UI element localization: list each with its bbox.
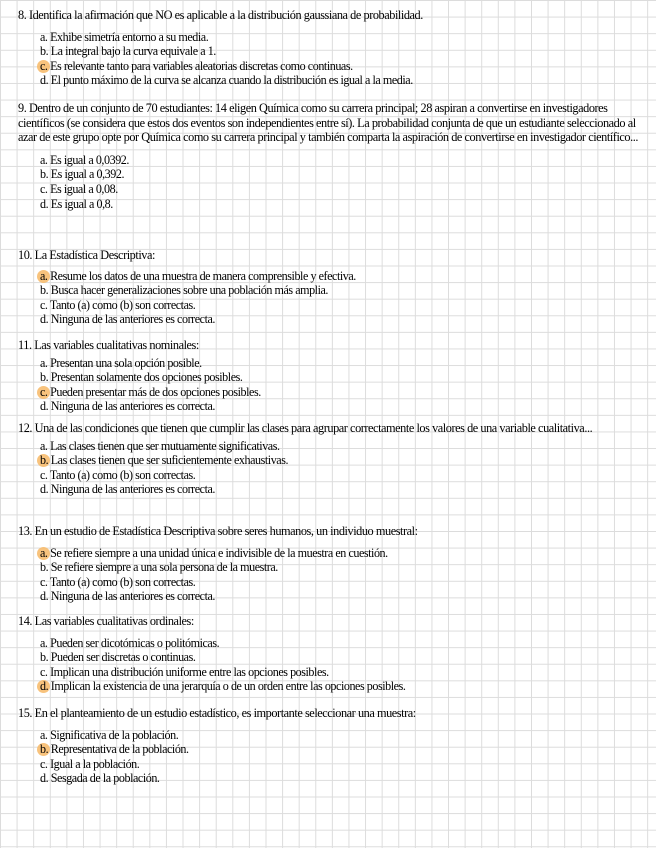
option-b[interactable]: b. Busca hacer generalizaciones sobre una población más amplia. [40,283,328,298]
option-d[interactable]: d. Es igual a 0,8. [40,196,113,211]
option-d[interactable]: d. Ninguna de las anteriores es correcta. [40,589,215,604]
option-a[interactable]: a. Se refiere siempre a una unidad única e indivisible de la muestra en cuestión. [18,546,646,561]
option-b[interactable]: b. Presentan solamente dos opciones posibles. [40,370,243,385]
question-15 [18,706,646,786]
option-c[interactable]: c. Tanto (a) como (b) son correctas. [40,297,196,312]
question-13 [18,524,646,604]
option-a[interactable]: a. Exhibe simetría entorno a su media. [40,29,209,44]
question-8 [18,8,646,88]
option-c[interactable]: c. Pueden presentar más de dos opciones posibles. [18,385,646,400]
question-10 [18,248,646,327]
question-stem: 11. Las variables cualitativas nominales: [18,338,199,352]
option-b[interactable]: b. La integral bajo la curva equivale a 1. [40,44,216,59]
option-a[interactable]: a. Las clases tienen que ser mutuamente significativas. [40,438,280,453]
question-14 [18,614,646,694]
option-b[interactable]: b. Representativa de la población. [18,742,646,757]
option-a[interactable]: a. Es igual a 0,0392. [40,152,129,167]
question-stem: 15. En el planteamiento de un estudio estadístico, es importante seleccionar una muestra: [18,706,416,720]
option-a[interactable]: a. Presentan una sola opción posible. [40,355,202,370]
option-d[interactable]: d. Sesgada de la población. [40,771,160,786]
option-a[interactable]: a. Resume los datos de una muestra de manera comprensible y efectiva. [18,269,646,284]
option-b[interactable]: b. Las clases tienen que ser suficientemente exhaustivas. [18,453,646,468]
option-a[interactable]: a. Pueden ser dicotómicas o politómicas. [40,635,220,650]
option-d[interactable]: d. Implican la existencia de una jerarquía o de un orden entre las opciones posibles. [18,679,646,694]
option-d[interactable]: d. El punto máximo de la curva se alcanza cuando la distribución es igual a la media. [40,73,413,88]
question-9 [18,101,646,211]
option-d[interactable]: d. Ninguna de las anteriores es correcta. [40,482,215,497]
question-11 [18,338,646,414]
option-c[interactable]: c. Igual a la población. [40,756,140,771]
question-stem: 8. Identifica la afirmación que NO es aplicable a la distribución gaussiana de probabilidad. [18,8,423,22]
question-stem: 14. Las variables cualitativas ordinales: [18,614,194,628]
option-c[interactable]: c. Tanto (a) como (b) son correctas. [40,467,196,482]
option-d[interactable]: d. Ninguna de las anteriores es correcta. [40,399,215,414]
option-d[interactable]: d. Ninguna de las anteriores es correcta. [40,312,215,327]
question-stem: 9. Dentro de un conjunto de 70 estudiantes: 14 eligen Química como su carrera principal; 28 aspiran a convertirse en investigadores científicos (se considera que estos dos eventos son independientes entre sí). La probabilidad conjunta de que un estudiante seleccionado al azar de este grupo opte por Química como su carrera principal y también comparta la aspiración de convertirse en investigador científico... [18,101,638,145]
option-b[interactable]: b. Pueden ser discretas o continuas. [40,650,196,665]
option-c[interactable]: c. Implican una distribución uniforme entre las opciones posibles. [40,664,329,679]
option-c[interactable]: c. Tanto (a) como (b) son correctas. [40,574,196,589]
question-stem: 13. En un estudio de Estadística Descriptiva sobre seres humanos, un individuo muestral: [18,524,418,538]
question-stem: 12. Una de las condiciones que tienen que cumplir las clases para agrupar correctamente los valores de una variable cualitativa... [18,421,593,435]
question-12 [18,421,646,497]
option-b[interactable]: b. Se refiere siempre a una sola persona de la muestra. [40,560,278,575]
option-a[interactable]: a. Significativa de la población. [40,727,179,742]
option-c[interactable]: c. Es igual a 0,08. [40,181,118,196]
option-c[interactable]: c. Es relevante tanto para variables aleatorias discretas como continuas. [18,59,646,74]
question-stem: 10. La Estadística Descriptiva: [18,248,155,262]
option-b[interactable]: b. Es igual a 0,392. [40,167,125,182]
